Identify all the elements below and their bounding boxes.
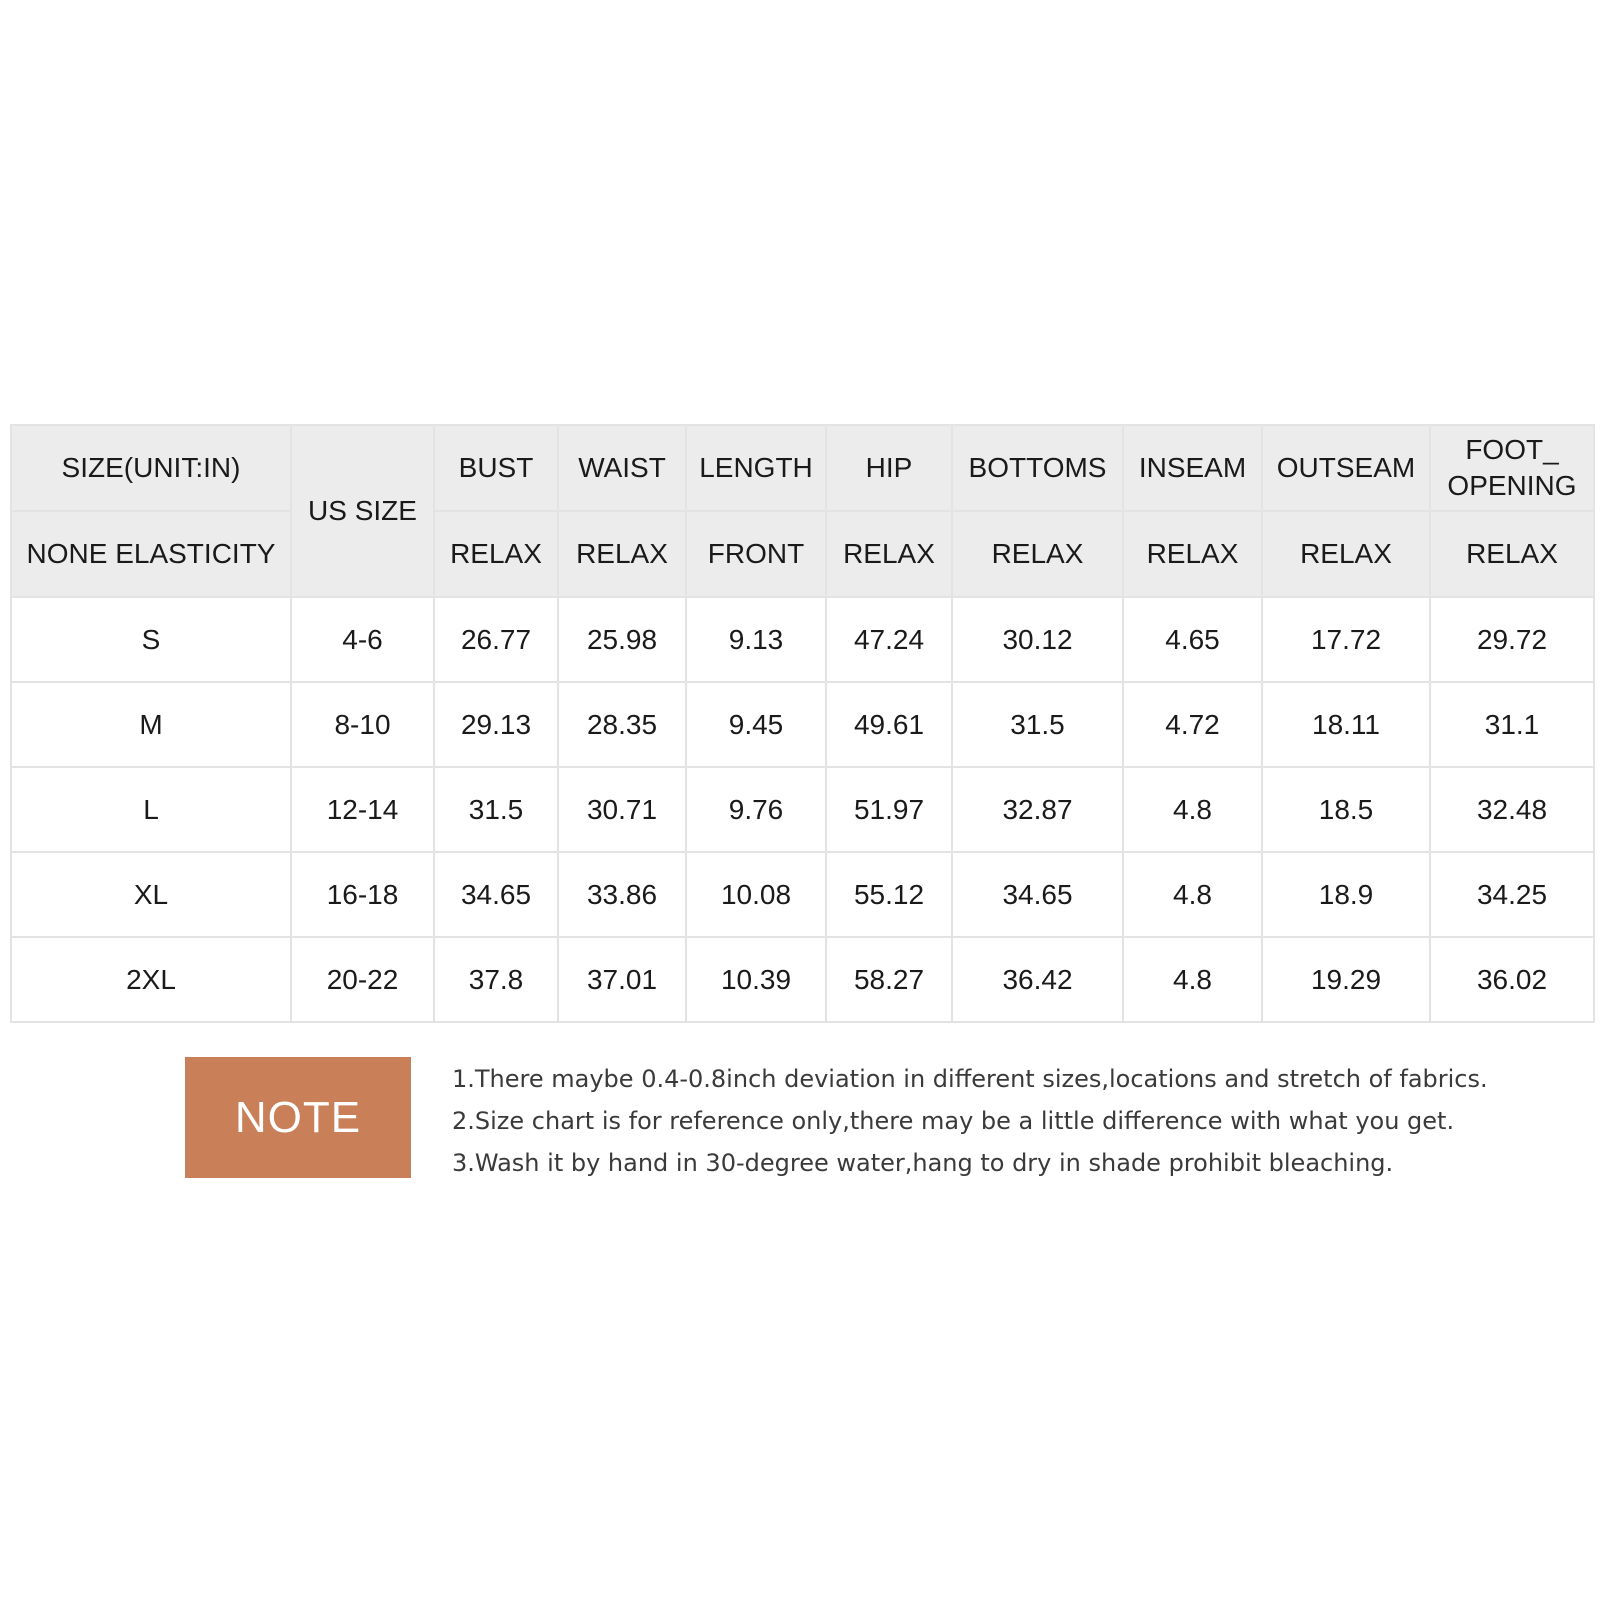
table-cell: 9.76 [686,767,826,852]
table-cell: 28.35 [558,682,686,767]
table-cell: 29.72 [1430,597,1594,682]
table-cell: 25.98 [558,597,686,682]
table-cell: 4-6 [291,597,434,682]
table-cell: 9.13 [686,597,826,682]
note-item: 1.There maybe 0.4-0.8inch deviation in different sizes,locations and stretch of fabrics. [452,1065,1488,1093]
header-outseam-fit: RELAX [1262,511,1430,597]
header-us-size: US SIZE [291,425,434,597]
table-cell: 36.42 [952,937,1123,1022]
table-cell: 31.1 [1430,682,1594,767]
header-foot-opening: FOOT_ OPENING [1430,425,1594,511]
header-foot-opening-fit: RELAX [1430,511,1594,597]
table-row [11,682,1594,767]
header-waist: WAIST [558,425,686,511]
header-hip: HIP [826,425,952,511]
header-inseam-fit: RELAX [1123,511,1262,597]
header-bottoms: BOTTOMS [952,425,1123,511]
table-cell: 55.12 [826,852,952,937]
table-cell: 47.24 [826,597,952,682]
table-cell: 18.5 [1262,767,1430,852]
header-row-measurements [11,425,1594,511]
size-chart-table [10,424,1595,1023]
table-cell: 9.45 [686,682,826,767]
table-cell: 16-18 [291,852,434,937]
header-inseam: INSEAM [1123,425,1262,511]
note-list [452,1058,1592,1184]
table-cell: 32.48 [1430,767,1594,852]
table-cell: 10.08 [686,852,826,937]
table-cell: 4.8 [1123,852,1262,937]
table-cell: 29.13 [434,682,558,767]
table-row [11,597,1594,682]
header-outseam: OUTSEAM [1262,425,1430,511]
header-length: LENGTH [686,425,826,511]
header-bust: BUST [434,425,558,511]
note-item: 2.Size chart is for reference only,there may be a little difference with what you get. [452,1107,1455,1135]
table-cell: 51.97 [826,767,952,852]
header-row-fit [11,511,1594,597]
table-cell: 31.5 [434,767,558,852]
table-cell: 2XL [11,937,291,1022]
table-cell: 4.72 [1123,682,1262,767]
table-cell: 4.65 [1123,597,1262,682]
table-cell: 19.29 [1262,937,1430,1022]
note-badge: NOTE [185,1057,411,1178]
table-cell: 30.71 [558,767,686,852]
table-row [11,767,1594,852]
table-cell: 37.8 [434,937,558,1022]
table-cell: XL [11,852,291,937]
table-cell: 8-10 [291,682,434,767]
table-cell: 20-22 [291,937,434,1022]
table-cell: 58.27 [826,937,952,1022]
header-length-fit: FRONT [686,511,826,597]
table-cell: 31.5 [952,682,1123,767]
table-row [11,852,1594,937]
header-size-unit: SIZE(UNIT:IN) [11,425,291,511]
table-cell: 30.12 [952,597,1123,682]
table-cell: L [11,767,291,852]
table-cell: 4.8 [1123,937,1262,1022]
table-cell: 12-14 [291,767,434,852]
table-cell: 49.61 [826,682,952,767]
table-cell: 34.65 [434,852,558,937]
table-cell: 26.77 [434,597,558,682]
table-cell: 18.9 [1262,852,1430,937]
header-elasticity: NONE ELASTICITY [11,511,291,597]
table-cell: 34.25 [1430,852,1594,937]
table-cell: 34.65 [952,852,1123,937]
header-bottoms-fit: RELAX [952,511,1123,597]
header-waist-fit: RELAX [558,511,686,597]
table-cell: 36.02 [1430,937,1594,1022]
note-item: 3.Wash it by hand in 30-degree water,hang to dry in shade prohibit bleaching. [452,1149,1394,1177]
table-cell: 33.86 [558,852,686,937]
table-cell: S [11,597,291,682]
table-cell: 17.72 [1262,597,1430,682]
table-cell: 18.11 [1262,682,1430,767]
header-hip-fit: RELAX [826,511,952,597]
table-cell: 4.8 [1123,767,1262,852]
header-bust-fit: RELAX [434,511,558,597]
table-cell: 10.39 [686,937,826,1022]
table-cell: 37.01 [558,937,686,1022]
table-cell: 32.87 [952,767,1123,852]
table-row [11,937,1594,1022]
table-cell: M [11,682,291,767]
